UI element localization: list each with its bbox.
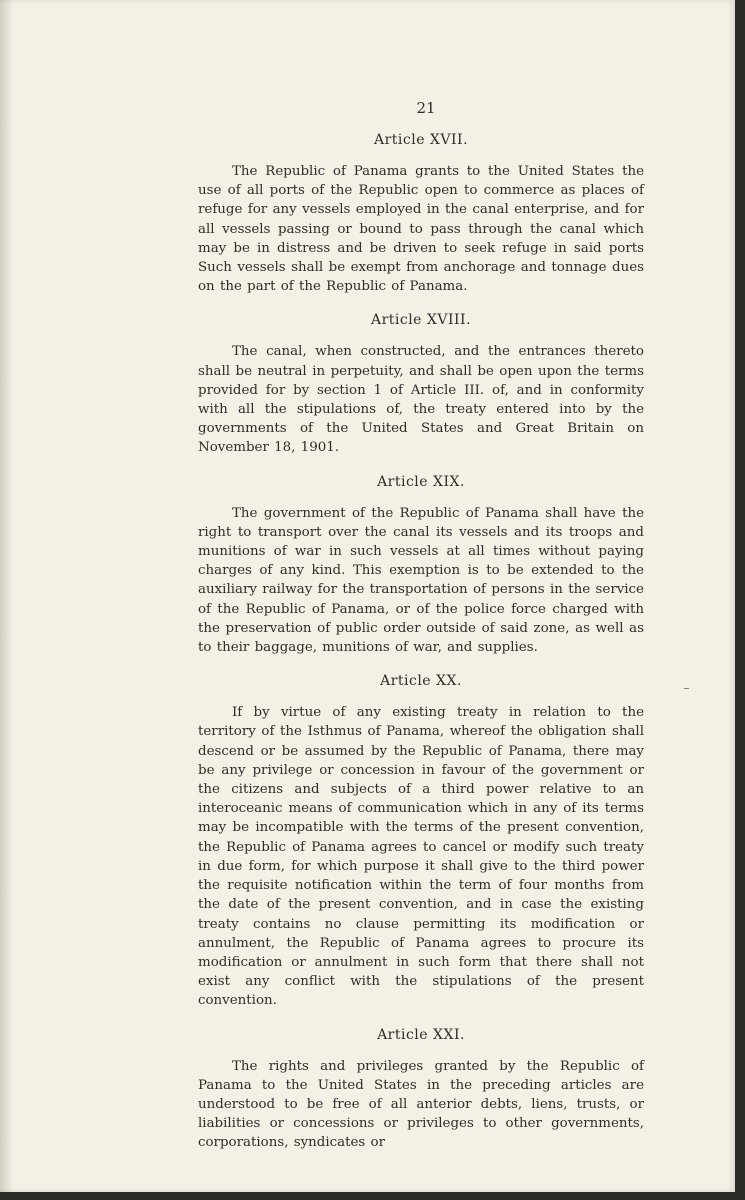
article-section <box>198 128 644 296</box>
article-heading: Article XX. <box>380 673 462 690</box>
article-body: The Republic of Panama grants to the United States the use of all ports of the Republic open to commerce as places of refuge for any vessels employed in the canal enterprise, and for all vessels passing or bound to pass through the canal which may be in distress and be driven to seek refuge in said ports Such vessels shall be exempt from anchorage and tonnage dues on the part of the Republic of Panama. <box>198 164 644 295</box>
page-content <box>198 96 644 1165</box>
margin-mark <box>684 688 689 689</box>
article-section <box>198 470 644 658</box>
article-body: If by virtue of any existing treaty in relation to the territory of the Isthmus of Panama, whereof the obligation shall descend or be assumed by the Republic of Panama, there may be any privilege or concession in favour of the government or the citizens and subjects of a third power relative to an interoceanic means of communication which in any of its terms may be incompatible with the terms of the present convention, the Republic of Panama agrees to cancel or modify such treaty in due form, for which purpose it shall give to the third power the requisite notification within the term of four months from the date of the present convention, and in case the existing treaty contains no clause permitting its modification or annulment, the Republic of Panama agrees to procure its modification or annulment in such form that there shall not exist any conflict with the stipulations of the present convention. <box>198 705 644 1009</box>
article-section <box>198 1023 644 1153</box>
article-body: The canal, when constructed, and the entrances thereto shall be neutral in perpetuity, and shall be open upon the terms provided for by section 1 of Article III. of, and in conformity with all the stipulations of, the treaty entered into by the governments of the United States and Great Britain on November 18, 1901. <box>198 344 644 456</box>
article-body: The rights and privileges granted by the Republic of Panama to the United States in the preceding articles are understood to be free of all anterior debts, liens, trusts, or liabilities or concessions or privileges to other governments, corporations, syndicates or <box>198 1058 644 1151</box>
article-heading: Article XXI. <box>377 1026 465 1043</box>
article-body: The government of the Republic of Panama shall have the right to transport over the canal its vessels and its troops and munitions of war in such vessels at all times without paying charges of any kind. This exemption is to be extended to the auxiliary railway for the transportation of persons in the service of the Republic of Panama, or of the police force charged with the preservation of public order outside of said zone, as well as to their baggage, munitions of war, and supplies. <box>198 505 644 656</box>
spine-shadow <box>0 0 14 1192</box>
article-heading: Article XIX. <box>377 473 465 490</box>
page-number: 21 <box>416 99 436 117</box>
article-section <box>198 669 644 1010</box>
article-section <box>198 308 644 457</box>
article-heading: Article XVII. <box>373 132 469 148</box>
article-heading: Article XVIII. <box>370 312 472 329</box>
